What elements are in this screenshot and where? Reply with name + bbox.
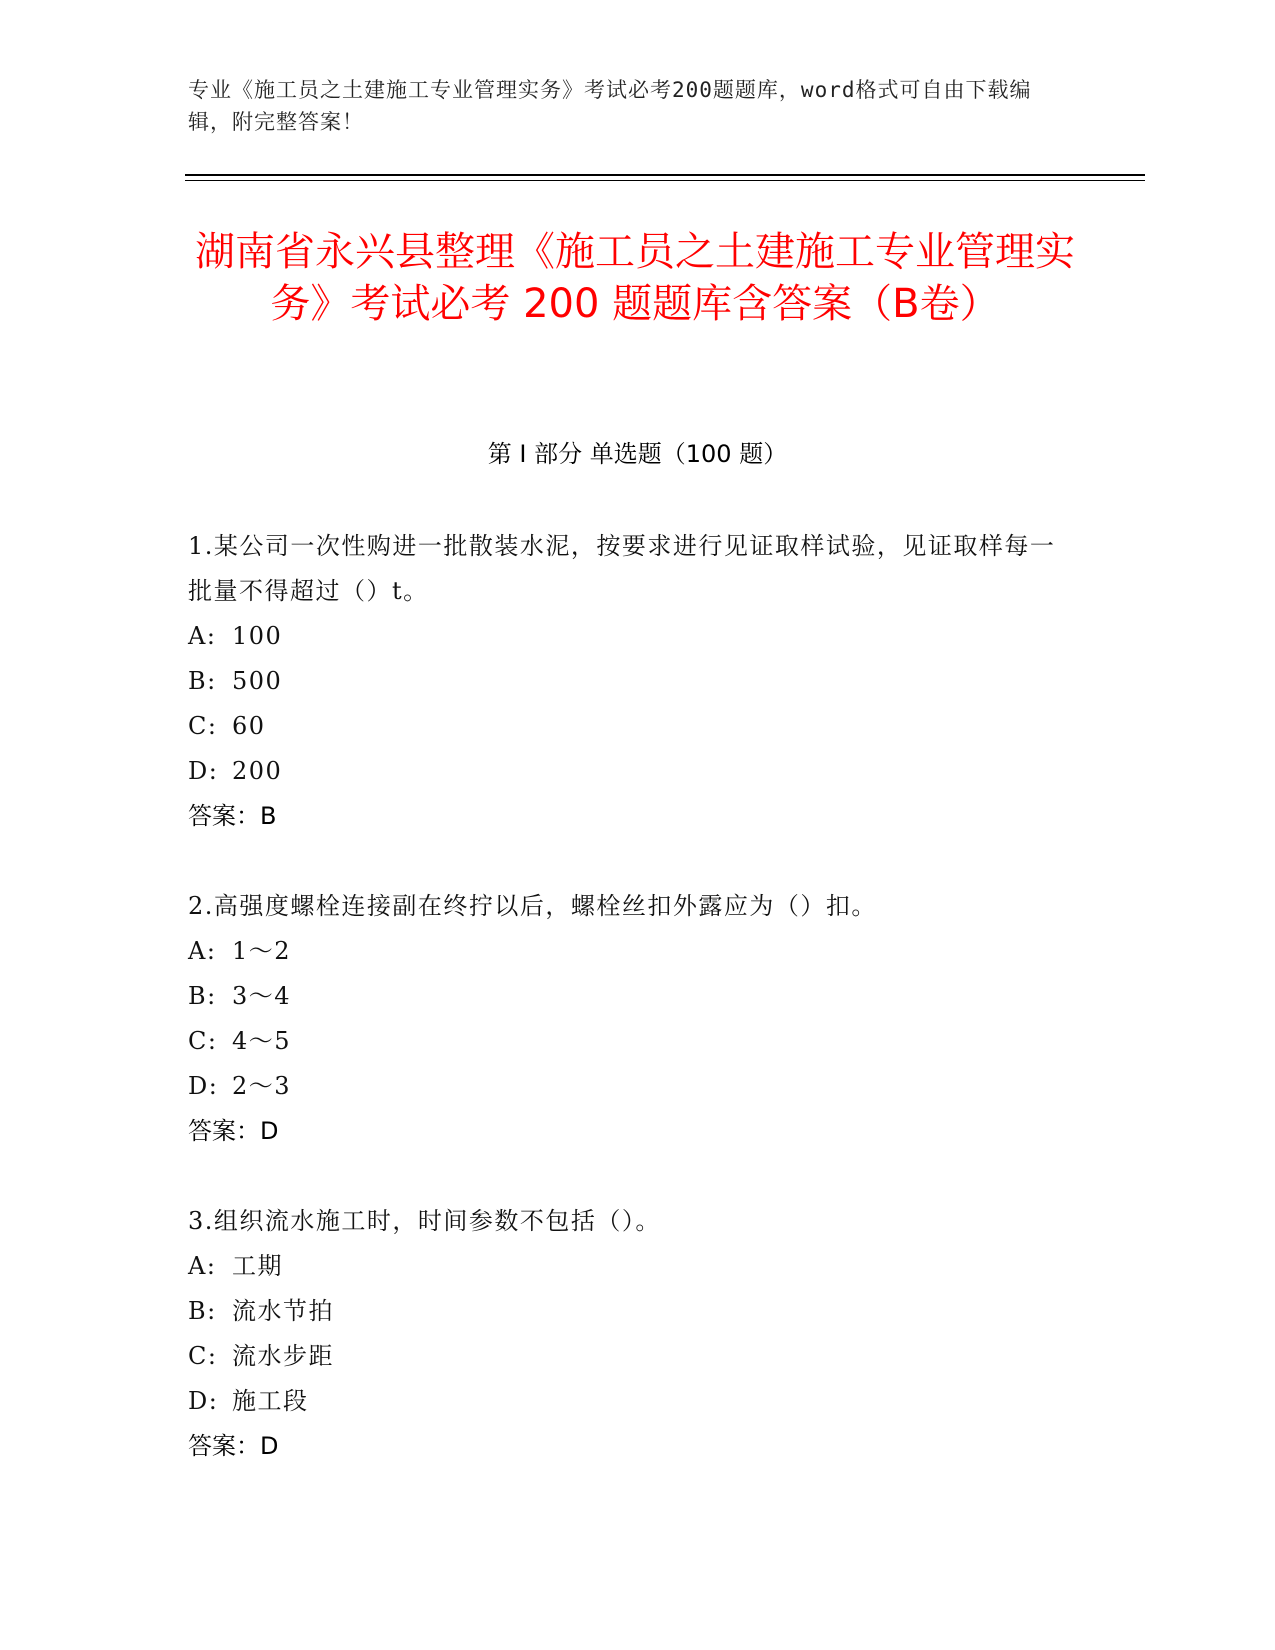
option-key: A: [188,937,217,965]
header-note: 专业《施工员之土建施工专业管理实务》考试必考200题题库，word格式可自由下载编辑，附完整答案！ [188,78,1032,134]
option-value: 2～3 [232,1072,292,1100]
option-key: C: [188,712,218,740]
option-d [188,1379,1068,1424]
header-divider-thick [185,174,1145,176]
question-item [188,884,1068,1154]
question-text: 1.某公司一次性购进一批散装水泥，按要求进行见证取样试验，见证取样每一批量不得超过（）t。 [188,532,1056,605]
option-key: A: [188,1252,217,1280]
option-c [188,1334,1068,1379]
option-a [188,1244,1068,1289]
answer-line: 答案：B [188,802,277,830]
option-key: C: [188,1027,218,1055]
option-key: D: [188,757,219,785]
option-value: 流水步距 [232,1342,334,1370]
option-key: C: [188,1342,218,1370]
answer-line: 答案：D [188,1432,279,1460]
answer-line: 答案：D [188,1117,279,1145]
option-key: D: [188,1072,219,1100]
option-value: 500 [232,667,283,695]
option-value: 施工段 [232,1387,309,1415]
option-value: 流水节拍 [232,1297,334,1325]
option-value: 1～2 [232,937,292,965]
option-d [188,1064,1068,1109]
section-title: 第 I 部分 单选题（100 题） [487,440,788,468]
option-b [188,659,1068,704]
question-text: 3.组织流水施工时，时间参数不包括（）。 [188,1207,661,1235]
option-d [188,749,1068,794]
option-key: A: [188,622,217,650]
option-value: 100 [232,622,283,650]
option-key: B: [188,1297,217,1325]
option-a [188,929,1068,974]
question-item [188,524,1068,839]
option-b [188,1289,1068,1334]
option-key: B: [188,982,217,1010]
option-b [188,974,1068,1019]
question-list [188,524,1068,1514]
option-c [188,704,1068,749]
option-a [188,614,1068,659]
option-value: 3～4 [232,982,292,1010]
option-value: 4～5 [232,1027,292,1055]
option-value: 60 [232,712,266,740]
option-c [188,1019,1068,1064]
question-item [188,1199,1068,1469]
option-key: B: [188,667,217,695]
question-text: 2.高强度螺栓连接副在终拧以后，螺栓丝扣外露应为（）扣。 [188,892,877,920]
option-value: 工期 [232,1252,283,1280]
option-value: 200 [232,757,283,785]
document-title: 湖南省永兴县整理《施工员之土建施工专业管理实务》考试必考 200 题题库含答案（B卷） [195,229,1075,327]
header-divider-thin [185,180,1145,181]
option-key: D: [188,1387,219,1415]
